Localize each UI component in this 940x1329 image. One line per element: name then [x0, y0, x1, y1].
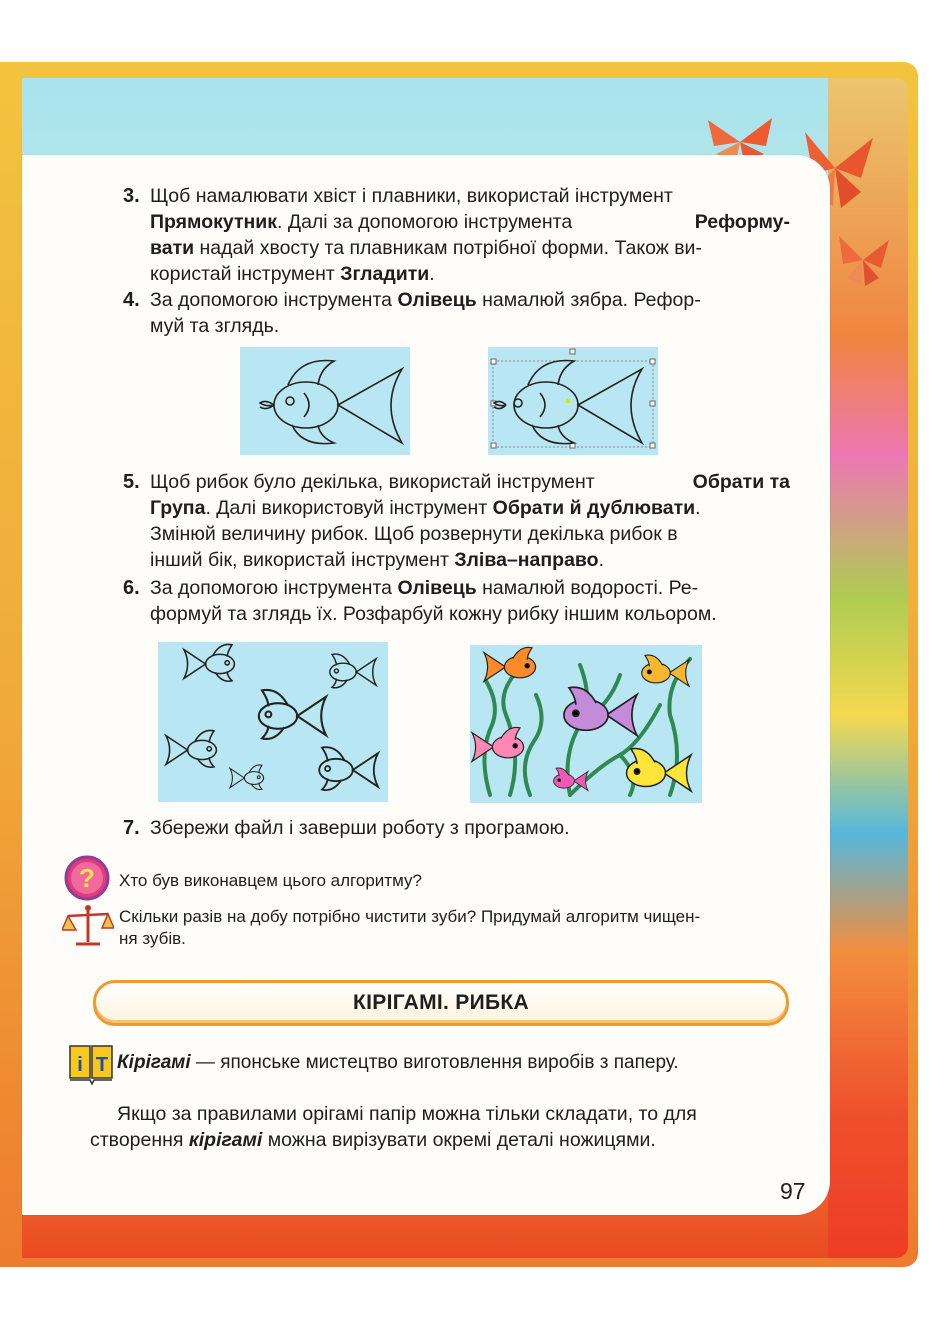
step-line: [150, 547, 790, 573]
tool-name: вати: [150, 237, 195, 259]
question-2: [119, 906, 700, 950]
step-3: [123, 183, 790, 287]
text-segment: .: [598, 549, 604, 571]
step-line: [150, 495, 790, 521]
tool-name: Олівець: [397, 289, 477, 311]
text-segment: надай хвосту та плавникам потрібної форми. Також ви-: [194, 237, 702, 259]
step-line: [150, 183, 790, 209]
fish-outline-drawing: [240, 347, 410, 455]
text-segment: можна вирізувати окремі деталі ножицями.: [262, 1129, 656, 1151]
definition-text: — японське мистецтво виготовлення виробів з паперу.: [190, 1052, 679, 1073]
text-segment: Збережи файл і заверши роботу з програмою.: [150, 817, 570, 839]
svg-text:?: ?: [79, 863, 95, 893]
text-segment: створення: [90, 1129, 189, 1151]
step-line: [150, 287, 790, 313]
step-number: 6.: [123, 577, 140, 599]
tool-name: Обрати та: [692, 471, 790, 493]
info-book-icon: [68, 1044, 116, 1086]
question-2-line-1: Скільки разів на добу потрібно чистити зуби? Придумай алгоритм чищен-: [119, 907, 701, 926]
step-line: [150, 469, 790, 495]
scales-icon: [62, 902, 114, 948]
step-line: [150, 575, 790, 601]
step-number: 5.: [123, 471, 140, 493]
definition: [117, 1052, 679, 1074]
step-number: 4.: [123, 289, 140, 311]
tool-name: Зліва–направо: [454, 549, 599, 571]
section-title: КІРІГАМІ. РИБКА: [353, 991, 529, 1014]
step-line: [150, 601, 790, 627]
text-segment: .: [429, 263, 435, 285]
question-2-line-2: ня зубів.: [119, 929, 186, 948]
fish-selected-picture: [488, 347, 658, 455]
text-segment: користай інструмент: [150, 263, 341, 285]
text-segment: муй та зглядь.: [150, 315, 280, 337]
many-fish-outline-picture: [158, 642, 388, 802]
step-line: [150, 209, 790, 235]
tool-name: Обрати й дублювати: [492, 497, 696, 519]
emphasized-term: кірігамі: [188, 1129, 263, 1151]
tool-name: Група: [150, 497, 206, 519]
svg-text:і: і: [77, 1054, 83, 1076]
tool-name: Олівець: [397, 577, 477, 599]
many-fish-outline-drawing: [158, 642, 388, 802]
text-segment: Змінюй величину рибок. Щоб розвернути декілька рибок в: [150, 523, 678, 545]
tool-name: Реформу-: [694, 211, 790, 233]
text-segment: намалюй водорості. Ре-: [476, 577, 699, 599]
tool-name: Згладити: [340, 263, 430, 285]
step-number: 7.: [123, 817, 140, 839]
step-line: [150, 261, 790, 287]
step-5: [123, 469, 790, 573]
text-segment: формуй та зглядь їх. Розфарбуй кожну рибку іншим кольором.: [150, 603, 717, 625]
section-header-bar: [93, 980, 789, 1026]
text-segment: За допомогою інструмента: [150, 289, 398, 311]
text-segment: .: [695, 497, 701, 519]
tool-name: Прямокутник: [150, 211, 278, 233]
definition-term: Кірігамі: [117, 1052, 191, 1073]
paragraph-line-2: [90, 1127, 785, 1153]
step-number: 3.: [123, 185, 140, 207]
fish-outline-picture: [240, 347, 410, 455]
kirigami-paragraph: [90, 1101, 785, 1153]
fish-selected-drawing: [488, 347, 658, 455]
step-line: [150, 815, 790, 841]
text-segment: . Далі використовуй інструмент: [205, 497, 493, 519]
paragraph-line-1: Якщо за правилами орігамі папір можна тільки складати, то для: [117, 1103, 697, 1125]
step-line: [150, 313, 790, 339]
butterfly-decoration-3: [833, 228, 893, 288]
page-number: 97: [780, 1178, 806, 1204]
step-line: [150, 521, 790, 547]
step-6: [123, 575, 790, 627]
text-segment: Щоб рибок було декілька, використай інструмент: [150, 471, 595, 493]
step-7: [123, 815, 790, 841]
step-line: [150, 235, 790, 261]
step-4: [123, 287, 790, 339]
text-segment: Щоб намалювати хвіст і плавники, використай інструмент: [150, 185, 673, 207]
question-1: Хто був виконавцем цього алгоритму?: [119, 871, 422, 890]
text-segment: За допомогою інструмента: [150, 577, 398, 599]
text-segment: . Далі за допомогою інструмента: [277, 211, 573, 233]
text-segment: намалюй зябра. Рефор-: [476, 289, 701, 311]
colored-fish-drawing: [470, 645, 702, 803]
text-segment: інший бік, використай інструмент: [150, 549, 455, 571]
colored-fish-picture: [470, 645, 702, 803]
svg-text:Т: Т: [95, 1054, 109, 1076]
question-mark-icon: [64, 855, 110, 901]
